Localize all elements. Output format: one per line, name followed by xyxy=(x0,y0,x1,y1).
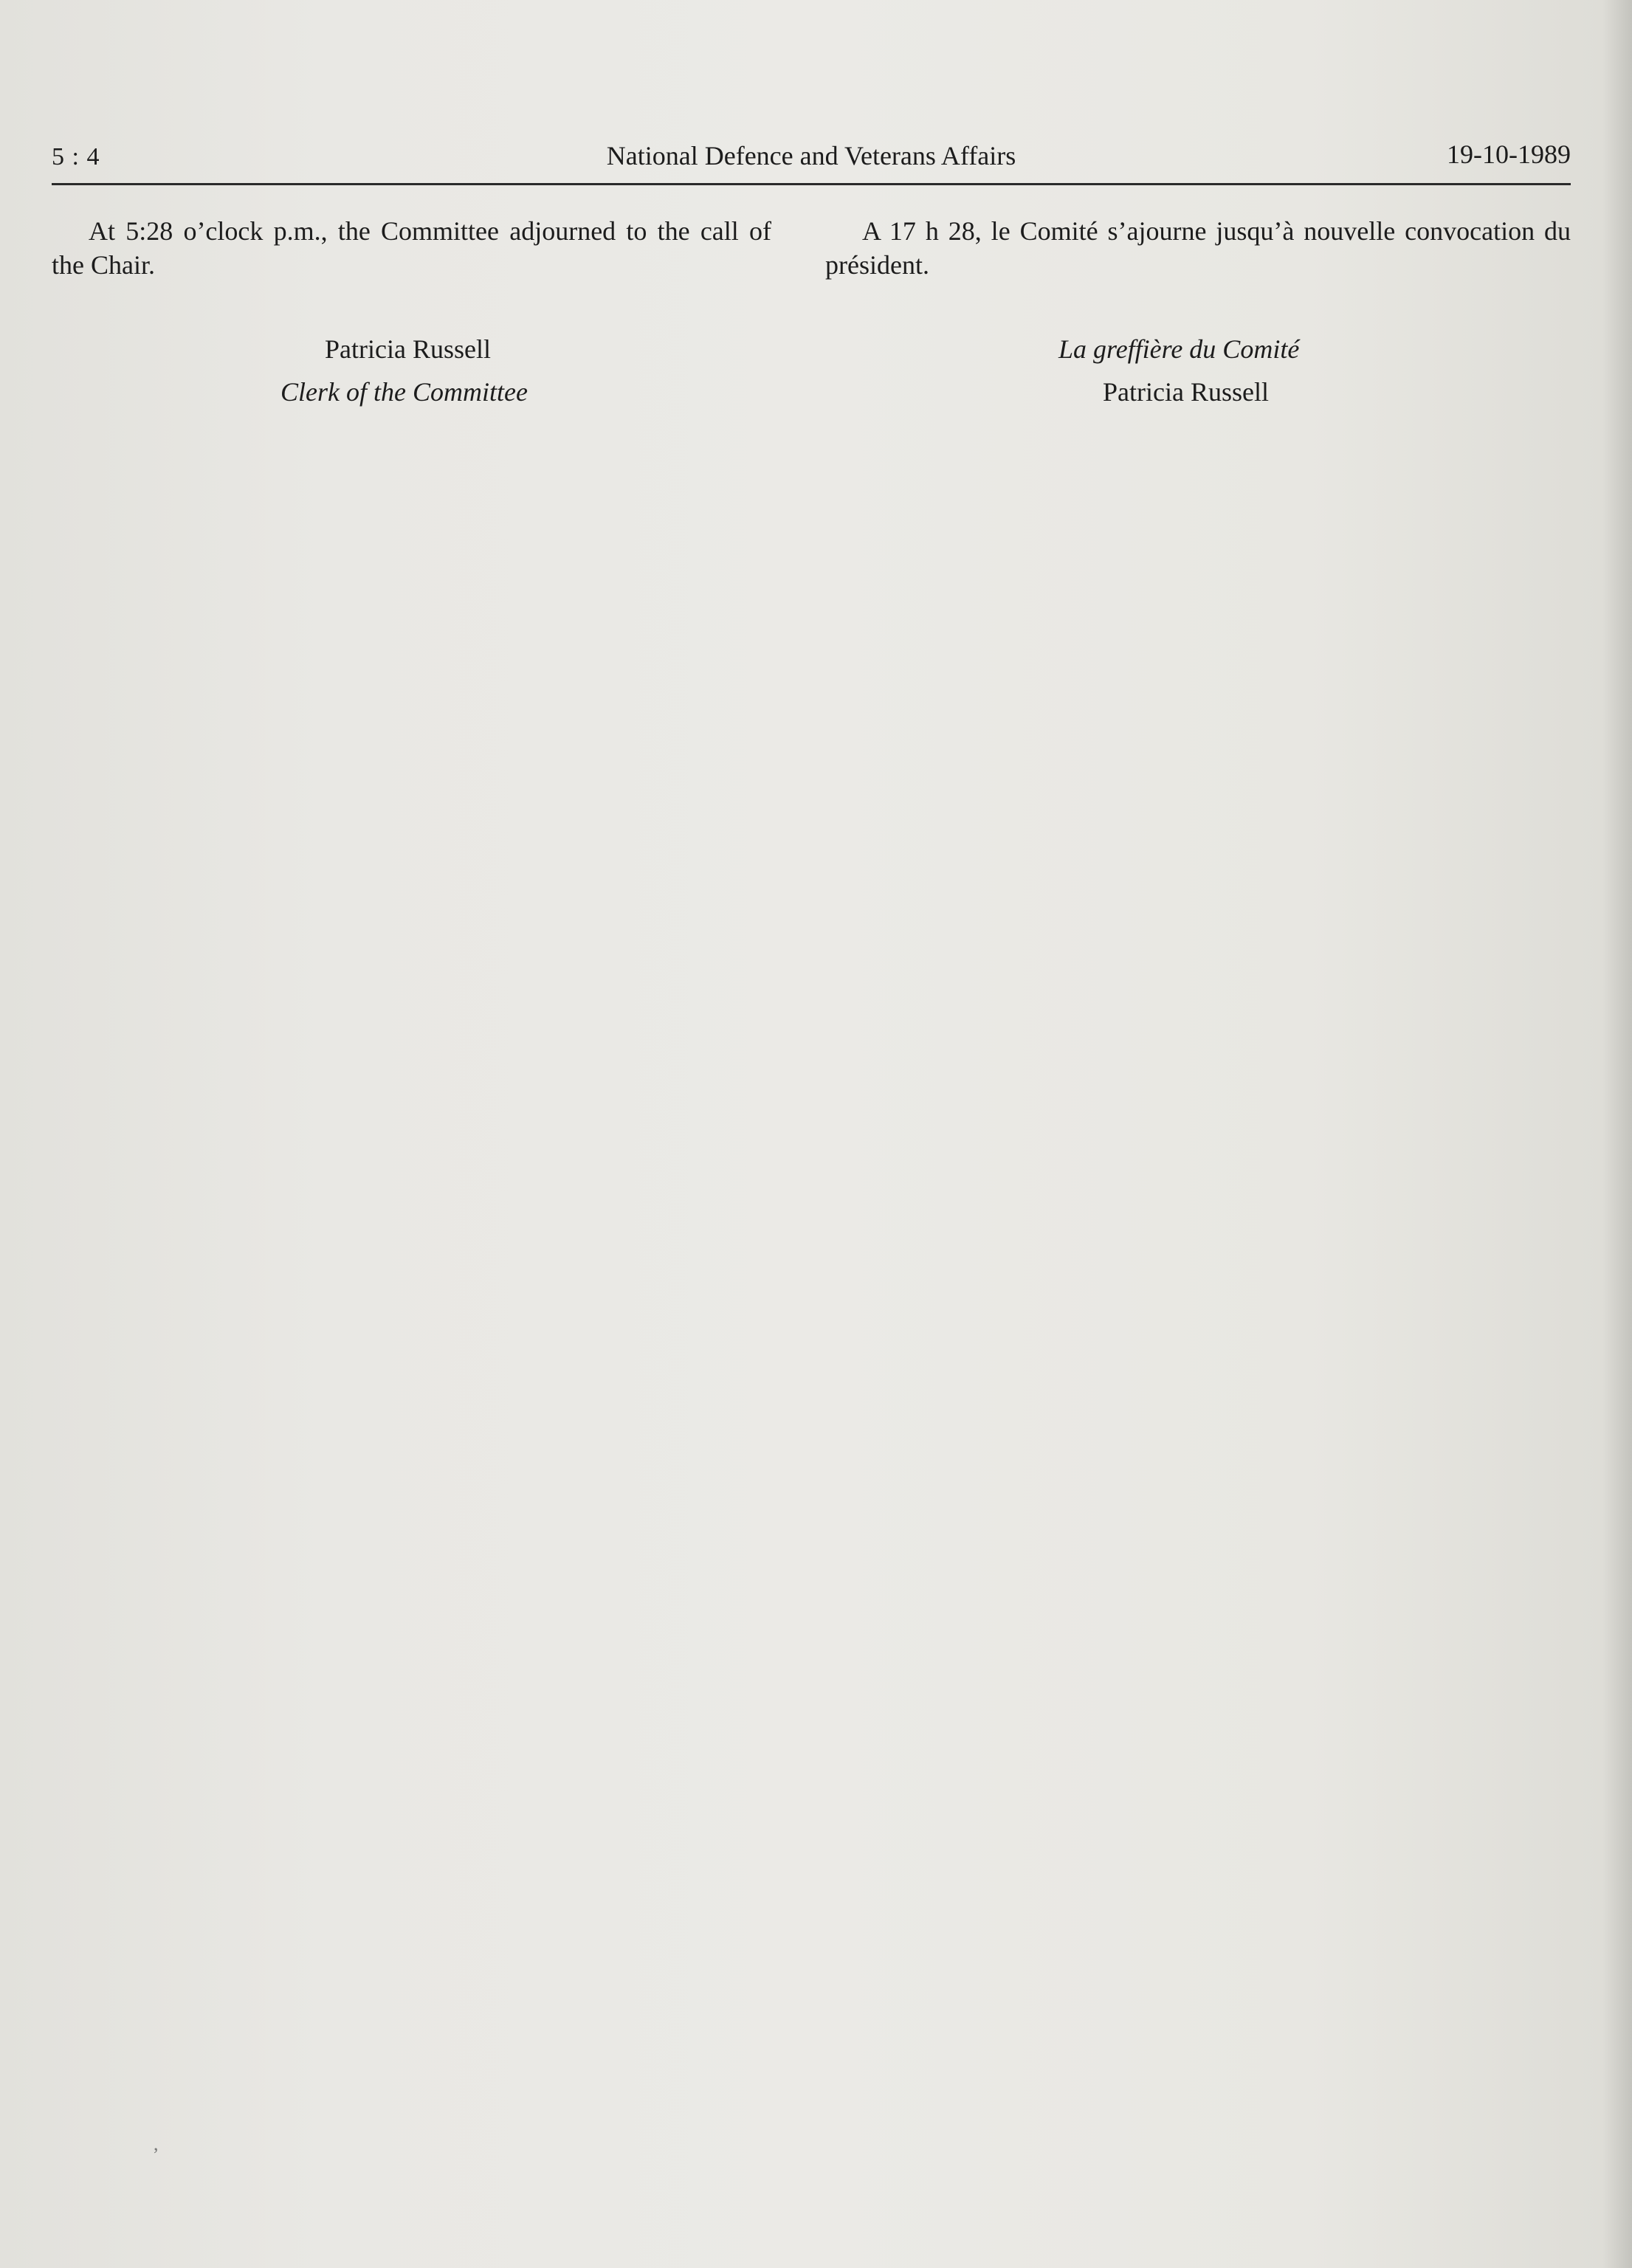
signature-role-fr: La greffière du Comité xyxy=(1058,334,1300,364)
english-column xyxy=(52,214,771,413)
page-edge-shadow xyxy=(1602,0,1632,2268)
adjournment-paragraph-fr: A 17 h 28, le Comité s’ajourne jusqu’à nouvelle convocation du président. xyxy=(825,216,1571,280)
french-column xyxy=(825,214,1571,413)
signature-block-fr xyxy=(825,328,1571,413)
signature-role-en: Clerk of the Committee xyxy=(280,377,528,407)
signature-name-en: Patricia Russell xyxy=(325,334,491,364)
adjournment-paragraph-en: At 5:28 o’clock p.m., the Committee adjourned to the call of the Chair. xyxy=(52,216,771,280)
signature-name-fr: Patricia Russell xyxy=(1103,377,1269,407)
header-date: 19-10-1989 xyxy=(1447,139,1571,169)
stray-mark: , xyxy=(154,2133,159,2154)
signature-block-en xyxy=(52,328,771,413)
running-header xyxy=(52,137,1571,183)
header-rule xyxy=(52,183,1571,185)
page-number: 5 : 4 xyxy=(52,143,100,170)
running-title: National Defence and Veterans Affairs xyxy=(606,141,1016,170)
